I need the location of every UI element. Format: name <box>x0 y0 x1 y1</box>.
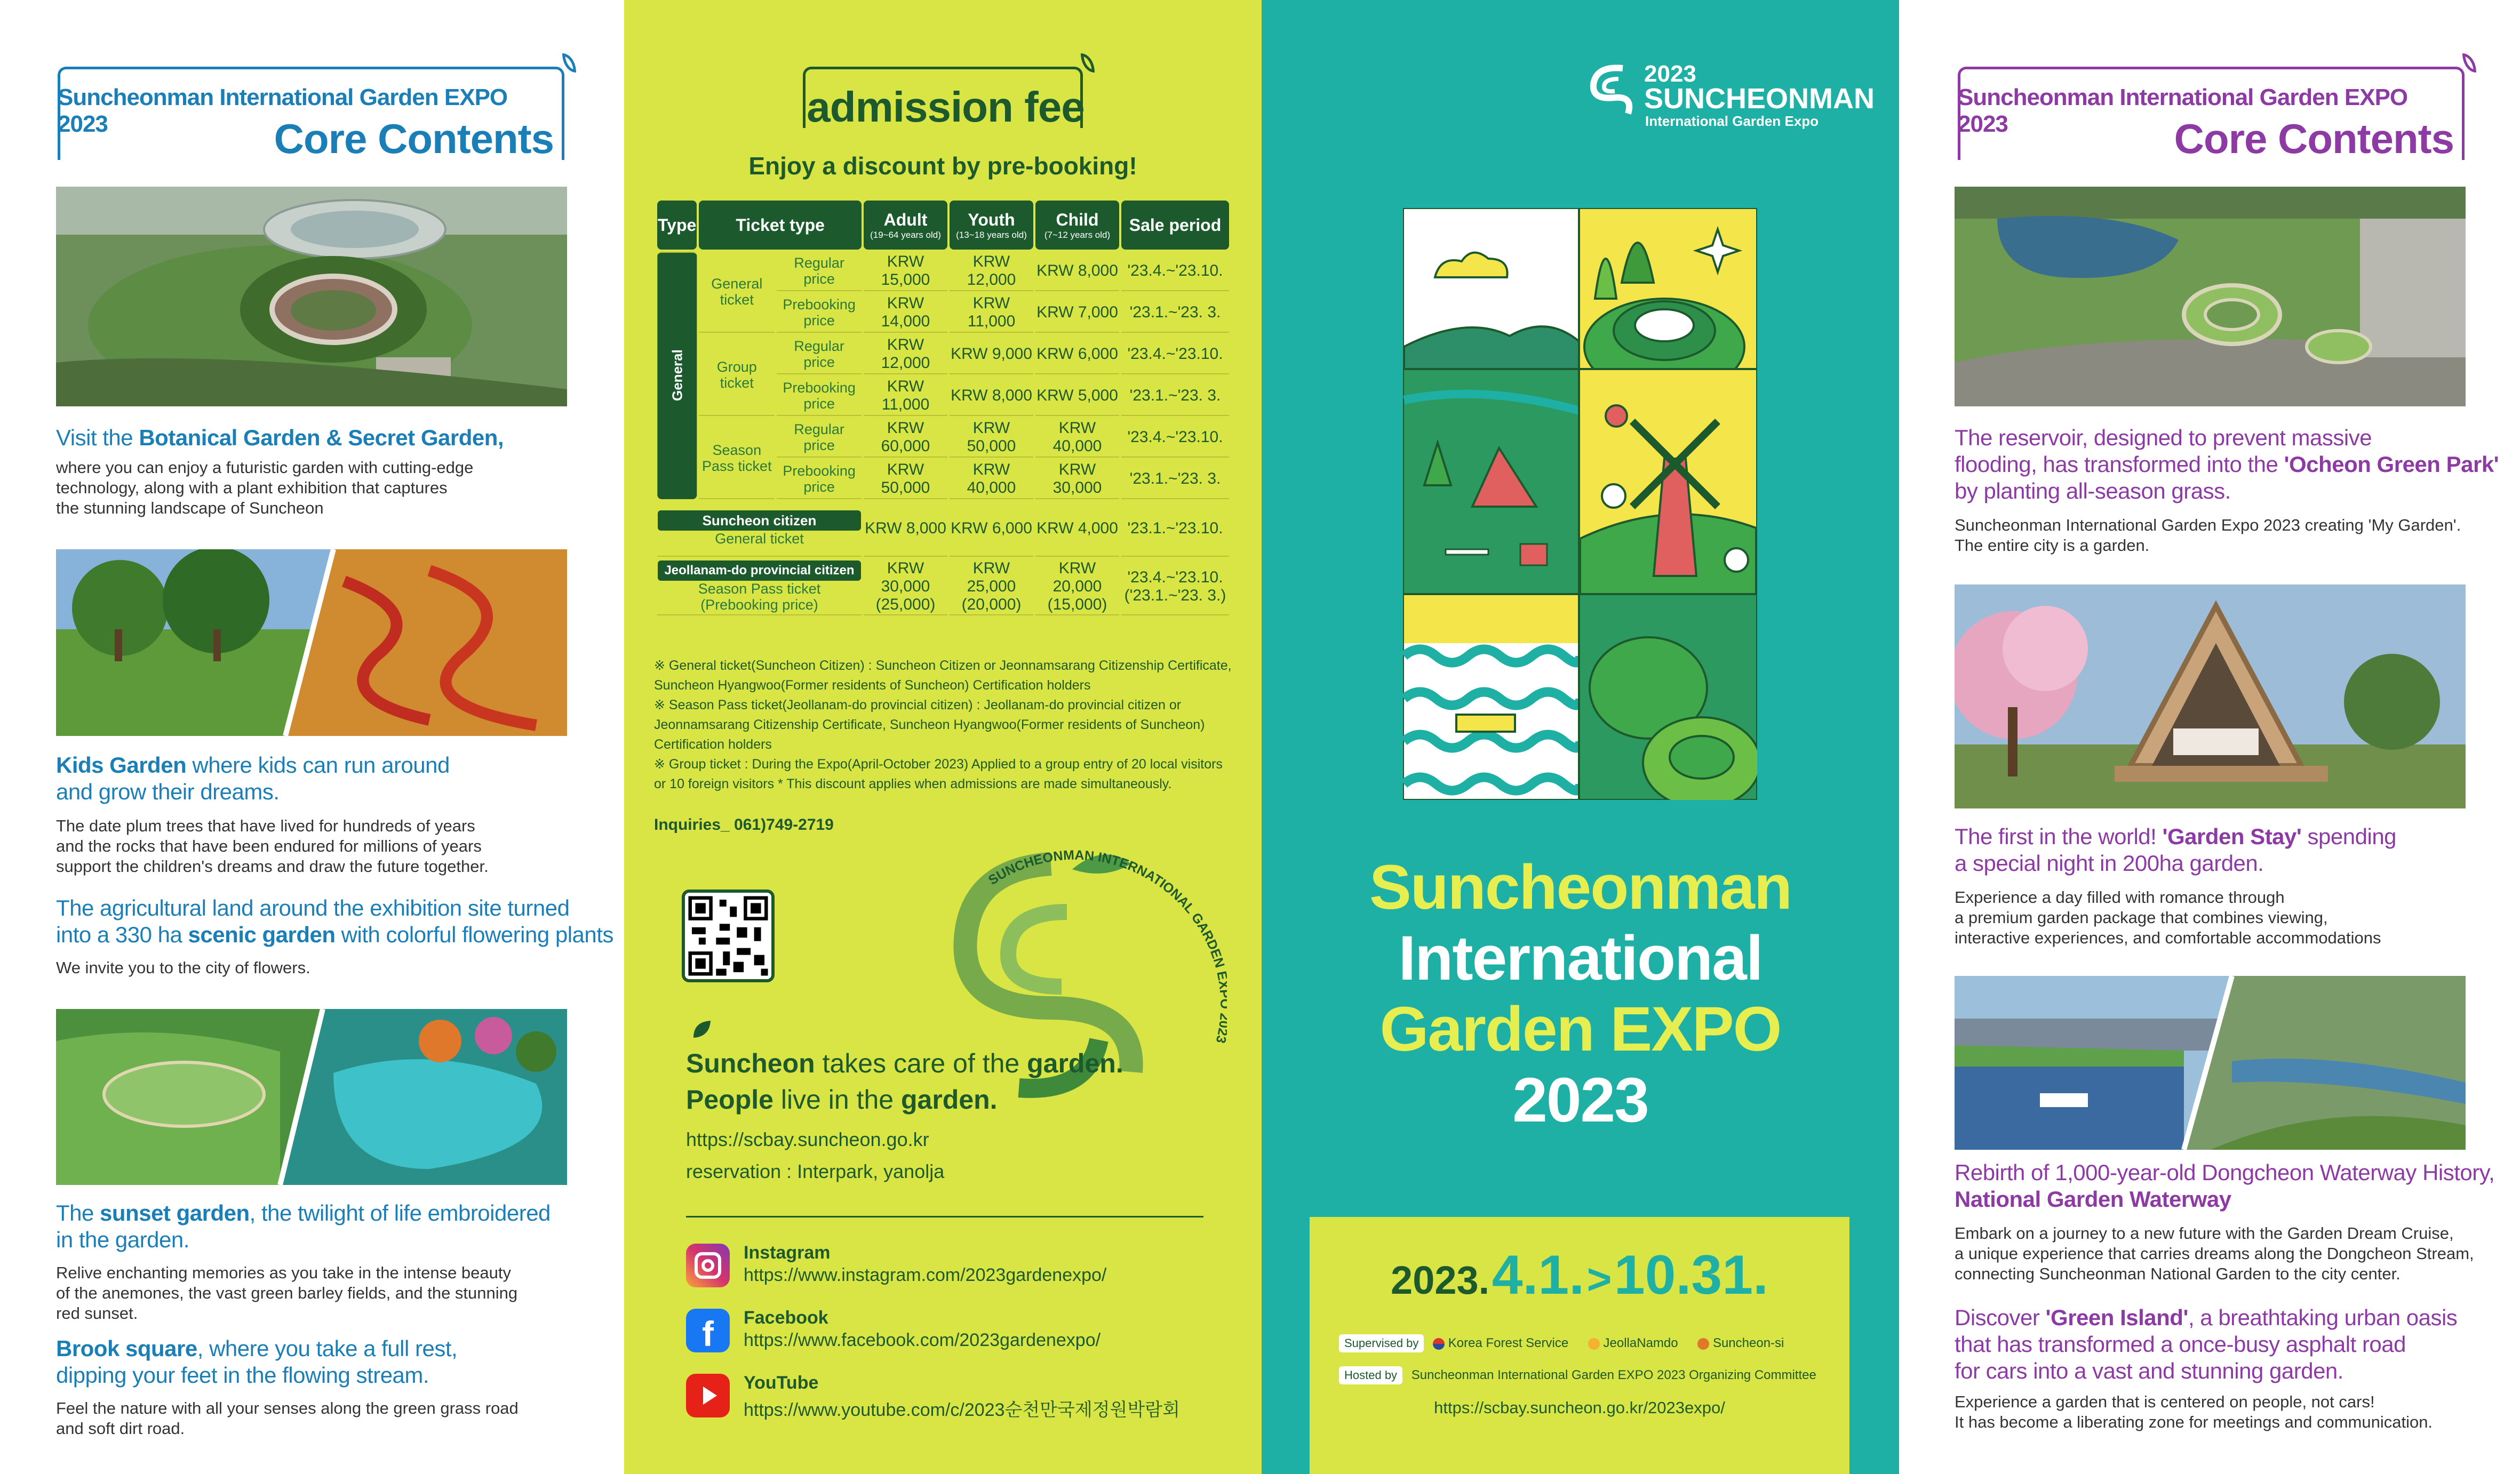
sale-period-header: Sale period <box>1121 201 1229 250</box>
table-header-row <box>657 201 1229 250</box>
general-label: General <box>657 252 697 499</box>
right-core-contents-panel <box>1899 0 2520 1474</box>
sunset-garden-caption: The sunset garden, the twilight of life embroidered in the garden. <box>56 1200 551 1252</box>
waterway-caption: Rebirth of 1,000-year-old Dongcheon Waterway History, National Garden Waterway <box>1955 1160 2495 1212</box>
emblem-ring-text: SUNCHEONMAN INTERNATIONAL GARDEN <box>985 848 1227 970</box>
garden-stay-description: Experience a day filled with romance through a premium garden package that combines viewing, interactive experiences, and comfortable accommodations <box>1955 888 2381 947</box>
group-name: Season Pass ticket <box>699 418 775 499</box>
leaf-icon <box>2462 53 2476 73</box>
leaf-icon <box>1081 53 1095 73</box>
reservation-info: reservation : Interpark, yanolja <box>686 1160 945 1182</box>
ticket-notes: ※ General ticket(Suncheon Citizen) : Suncheon Citizen or Jeonnamsarang Citizenship Certificate, Suncheon Hyangwoo(Former residents of Suncheon) Certification holders ※ Season Pass ticket(Jeollanam-do provincial citizen) : Jeollanam-do provincial citizen or Jeonnamsarang Citizenship Certificate, Suncheon Hyangwoo(Former residents of Suncheon) Certification holders ※ Group ticket : During the Expo(April-October 2023) Applied to a group entry of 20 local visitors or 10 foreign visitors * This discount applies when admissions are made simultaneously. <box>654 658 1232 791</box>
group-name: General ticket <box>699 252 775 333</box>
kids-garden-description: The date plum trees that have lived for hundreds of years and the rocks that have been endured for millions of years support the children's dreams and draw the future together. <box>56 816 489 876</box>
green-island-caption: Discover 'Green Island', a breathtaking urban oasis that has transformed a once-busy asphalt road for cars into a vast and stunning garden. <box>1955 1305 2458 1383</box>
expo-logo-icon <box>1585 63 1639 122</box>
instagram-link[interactable]: Instagram https://www.instagram.com/2023gardenexpo/ <box>686 1240 1219 1288</box>
green-island-description: Experience a garden that is centered on people, not cars! It has become a liberating zone for meetings and communication. <box>1955 1392 2433 1431</box>
provincial-row: Jeollanam-do provincial citizen Season Pass ticket (Prebooking price) KRW 30,000 (25,000) KRW 25,000 (20,000) KRW 20,000 (15,000) '23.4.~'23.10. ('23.1.~'23. 3.) <box>657 559 1229 615</box>
kids-garden-caption: Kids Garden where kids can run around and grow their dreams. <box>56 752 450 804</box>
divider <box>686 1216 1203 1217</box>
scenic-garden-caption: The agricultural land around the exhibition site turned into a 330 ha scenic garden with colorful flowering plants <box>56 895 613 947</box>
header-title: Core Contents <box>274 115 554 162</box>
kids-garden-photo <box>56 549 567 736</box>
supervised-by: Supervised by Korea Forest Service JeollaNamdo Suncheon-si <box>1339 1334 1784 1352</box>
sunset-garden-description: Relive enchanting memories as you take in the intense beauty of the anemones, the vast green barley fields, and the stunning red sunset. <box>56 1263 518 1323</box>
cover-title: Suncheonman International Garden EXPO 2023 <box>1369 852 1791 1135</box>
admission-title: admission fee <box>807 83 1084 131</box>
ocheon-green-park-photo <box>1955 187 2466 406</box>
table-row: Group ticket Regular price KRW 12,000 KRW 9,000 KRW 6,000 '23.4.~'23.10. <box>657 335 1229 374</box>
facebook-link[interactable]: f Facebook https://www.facebook.com/2023gardenexpo/ <box>686 1305 1219 1353</box>
ticket-type-header: Ticket type <box>699 201 862 250</box>
group-name: Group ticket <box>699 335 775 416</box>
hosted-by: Hosted by Suncheonman International Garden EXPO 2023 Organizing Committee <box>1339 1366 1816 1384</box>
youtube-link[interactable]: YouTube https://www.youtube.com/c/2023순천만국제정원박람회 <box>686 1371 1219 1419</box>
ocheon-description: Suncheonman International Garden Expo 2023 creating 'My Garden'. The entire city is a garden. <box>1955 516 2461 555</box>
brook-square-caption: Brook square, where you take a full rest, dipping your feet in the flowing stream. <box>56 1336 458 1388</box>
waterway-description: Embark on a journey to a new future with the Garden Dream Cruise, a unique experience that carries dreams along the Dongcheon Stream, connecting Suncheonman National Garden to the city center. <box>1955 1224 2474 1283</box>
citizen-row: Suncheon citizen General ticket KRW 8,000 KRW 6,000 KRW 4,000 '23.1.~'23.10. <box>657 501 1229 557</box>
table-row: Prebooking price KRW 11,000 KRW 8,000 KRW 5,000 '23.1.~'23. 3. <box>657 376 1229 416</box>
facebook-icon: f <box>686 1309 730 1352</box>
header-subtitle: Suncheonman International Garden EXPO 2023 <box>58 84 508 137</box>
expo-logo: 2023 SUNCHEONMAN International Garden Expo <box>1585 58 1863 132</box>
youth-header: Youth (13~18 years old) <box>950 201 1033 250</box>
suncheon-si-icon <box>1697 1338 1709 1350</box>
inquiries: Inquiries_ 061)749-2719 <box>654 816 834 834</box>
national-garden-waterway-photo <box>1955 976 2466 1150</box>
adult-header: Adult (19~64 years old) <box>864 201 947 250</box>
scenic-garden-description: We invite you to the city of flowers. <box>56 958 310 977</box>
discount-banner: Enjoy a discount by pre-booking! <box>748 152 1137 180</box>
table-row: Prebooking price KRW 50,000 KRW 40,000 KRW 30,000 '23.1.~'23. 3. <box>657 460 1229 499</box>
slogan-leaf-icon <box>691 1019 713 1040</box>
garden-stay-photo <box>1955 584 2466 808</box>
core-contents-header <box>58 53 570 160</box>
botanical-caption: Visit the Botanical Garden & Secret Garden, <box>56 425 504 450</box>
cover-illustration <box>1403 208 1757 800</box>
website-link[interactable]: https://scbay.suncheon.go.kr <box>686 1128 929 1150</box>
garden-stay-caption: The first in the world! 'Garden Stay' spending a special night in 200ha garden. <box>1955 824 2397 876</box>
type-header: Type <box>657 201 697 250</box>
expo-url[interactable]: https://scbay.suncheon.go.kr/2023expo/ <box>1434 1398 1725 1417</box>
instagram-icon <box>686 1244 730 1287</box>
left-core-contents-panel <box>0 0 624 1474</box>
header-subtitle: Suncheonman International Garden EXPO 2023 <box>1958 84 2408 137</box>
core-contents-header <box>1958 53 2470 160</box>
table-row: Season Pass ticket Regular price KRW 60,000 KRW 50,000 KRW 40,000 '23.4.~'23.10. <box>657 418 1229 458</box>
header-title: Core Contents <box>2174 115 2454 162</box>
table-row: General General ticket Regular price KRW 15,000 KRW 12,000 KRW 8,000 '23.4.~'23.10. <box>657 252 1229 291</box>
botanical-description: where you can enjoy a futuristic garden with cutting-edge technology, along with a plant exhibition that captures the stunning landscape of Suncheon <box>56 458 474 517</box>
admission-fee-table <box>655 198 1231 618</box>
child-header: Child (7~12 years old) <box>1035 201 1119 250</box>
slogan: Suncheon takes care of the garden. People live in the garden. <box>686 1048 1123 1115</box>
cover-date-box <box>1310 1217 1849 1474</box>
korea-forest-icon <box>1433 1338 1445 1350</box>
table-row: Prebooking price KRW 14,000 KRW 11,000 KRW 7,000 '23.1.~'23. 3. <box>657 293 1229 333</box>
qr-code[interactable] <box>682 890 775 982</box>
ocheon-caption: The reservoir, designed to prevent massive flooding, has transformed into the 'Ocheon Green Park' by planting all-season grass. <box>1955 425 2499 503</box>
brook-square-description: Feel the nature with all your senses along the green grass road and soft dirt road. <box>56 1399 519 1438</box>
jeollanamdo-icon <box>1588 1338 1600 1350</box>
botanical-garden-photo <box>56 187 567 406</box>
admission-header <box>803 53 1088 131</box>
expo-dates: 2023. 4.1. > 10.31. <box>1391 1244 1768 1306</box>
youtube-icon <box>686 1374 730 1417</box>
leaf-icon <box>562 53 576 73</box>
sunset-garden-photo <box>56 1009 567 1185</box>
